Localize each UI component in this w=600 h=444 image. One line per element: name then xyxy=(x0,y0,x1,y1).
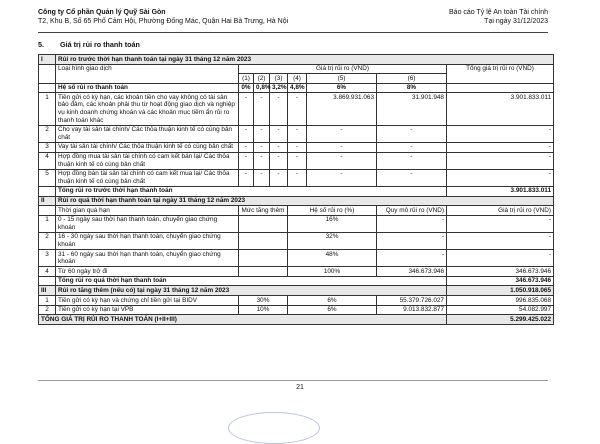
page-number: 21 xyxy=(296,384,304,391)
table-row: 1 Tiền gửi có kỳ hạn và chứng chỉ tiền gửi tại BIDV 30% 6% 55.379.726.027 996.835.068 xyxy=(39,296,554,306)
section-ii-colheader: Thời gian quá hạn Mức tăng thêm Hệ số rủi ro (%) Quy mô rủi ro (VND) Giá trị rủi ro (VND) xyxy=(39,206,554,216)
table-row: 2 Cho vay tài sản tài chính/ Các thỏa thuận kinh tế có cùng bản chất - - - - - - - xyxy=(39,125,554,142)
table-row: 4 Hợp đồng mua tài sản tài chính có cam kết bán lại/ Các thỏa thuận kinh tế có cùng bản chất - - - - - - - xyxy=(39,152,554,169)
table-row: 3 Vay tài sản tài chính/ Các thỏa thuận kinh tế có cùng bản chất - - - - - - - xyxy=(39,142,554,152)
report-title: Báo cáo Tỷ lệ An toàn Tài chính xyxy=(449,9,548,16)
table-row: 1 Tiền gửi có kỳ hạn, các khoản tiền cho vay không có tài sản bảo đảm, các khoản phải thu từ hoạt động giao dịch và nghiệp vụ kinh doanh chứng khoán và các khoản mục tiềm ẩn rủi ro thanh toán khác - - - - 3.869.931.063 31.901.948 3.901.833.011 xyxy=(39,93,554,125)
section-title: Giá trị rủi ro thanh toán xyxy=(60,40,140,49)
section-heading xyxy=(38,40,140,49)
coefficient-row: Hệ số rủi ro thanh toán 0% 0,8% 3,2% 4,8% 6% 8% xyxy=(39,83,554,93)
company-name: Công ty Cổ phần Quản lý Quỹ Sài Gòn xyxy=(38,9,166,16)
table-row: 3 31 - 60 ngày sau thời hạn thanh toán, chuyển giao chứng khoán 48% - - xyxy=(39,250,554,267)
section-iii-header: III Rủi ro tăng thêm (nếu có) tại ngày 31 tháng 12 năm 2023 1.050.918.065 xyxy=(39,286,554,296)
section-i-header: I Rủi ro trước thời hạn thanh toán tại ngày 31 tháng 12 năm 2023 xyxy=(39,55,554,65)
section-i-colheader: Loại hình giao dịch Giá trị rủi ro (VND) Tổng giá trị rủi ro (VND) xyxy=(39,64,554,74)
table-row: 5 Hợp đồng bán tài sản tài chính có cam kết mua lại/ Các thỏa thuận kinh tế có cùng bản chất - - - - - - - xyxy=(39,169,554,186)
report-date: Tại ngày 31/12/2023 xyxy=(484,18,548,25)
header-left xyxy=(38,8,288,26)
footer-rule xyxy=(38,380,548,381)
header-right xyxy=(449,8,548,26)
company-address: T2, Khu B, Số 65 Phố Cảm Hội, Phường Đống Mác, Quận Hai Bà Trưng, Hà Nội xyxy=(38,18,289,25)
settlement-risk-table xyxy=(38,54,554,325)
table-row: 2 16 - 30 ngày sau thời hạn thanh toán, chuyển giao chứng khoán 32% - - xyxy=(39,232,554,249)
table-row: 1 0 - 15 ngày sau thời hạn thanh toán, chuyển giao chứng khoán 16% - - xyxy=(39,215,554,232)
section-i-total: Tổng rủi ro trước thời hạn thanh toán 3.901.833.011 xyxy=(39,186,554,196)
grand-total-row: TỔNG GIÁ TRỊ RỦI RO THANH TOÁN (I+II+III) 5.299.425.022 xyxy=(39,315,554,325)
table-row: 4 Từ 60 ngày trở đi 100% 346.673.946 346.673.946 xyxy=(39,267,554,277)
header-rule xyxy=(38,32,548,33)
table-row: 2 Tiền gửi có kỳ hạn tại VPB 10% 6% 9.013.832.877 54.082.997 xyxy=(39,305,554,315)
stamp-mark xyxy=(228,412,320,444)
section-i-colnums: (1) (2) (3) (4) (5) (6) xyxy=(39,74,554,84)
section-ii-header: II Rủi ro quá thời hạn thanh toán tại ngày 31 tháng 12 năm 2023 xyxy=(39,196,554,206)
section-ii-total: Tổng rủi ro quá thời hạn thanh toán 346.673.946 xyxy=(39,276,554,286)
section-number: 5. xyxy=(38,40,44,49)
